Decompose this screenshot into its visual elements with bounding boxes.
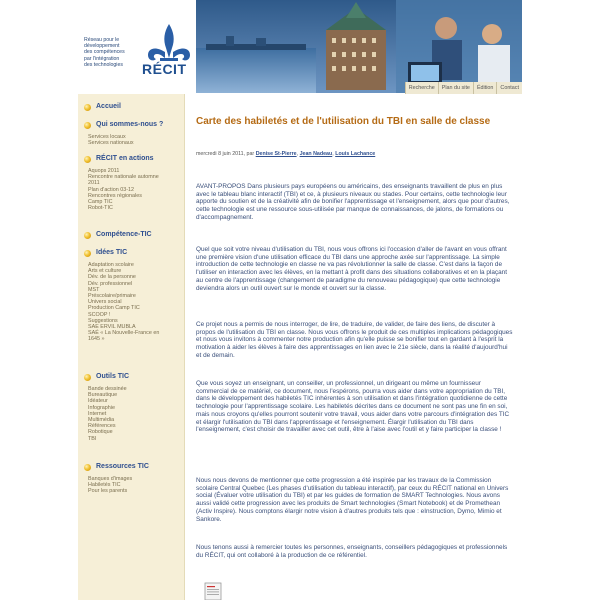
- article-title: Carte des habiletés et de l'utilisation du TBI en salle de classe: [196, 116, 491, 127]
- sidebar-heading[interactable]: [78, 154, 184, 165]
- article-paragraph: Que vous soyez un enseignant, un conseiller, un professionnel, un dirigeant ou même un fournisseur commercial de ce matériel, ce document, nous l'espérons, pourra vous aider dans votre appropriation du TBI, dans le développement des habiletés TIC inhérentes à son utilisation et dans l'intégration quotidienne de cette technologie pour l'apprentissage scolaire. Les habiletés décrites dans ce document ne sont pas une fin en soi, mais nous croyons qu'elles pourront soutenir votre travail, vous aider dans votre parcours d'intégration des TIC et élargir l'utilisation du TBI dans l'apprentissage et l'enseignement. Élargir l'utilisation du TBI dans l'enseignement, c'est choisir de travailler avec cet outil, être à l'aise avec l'outil et y faire participer la classe !: [196, 380, 510, 434]
- sidebar-section-accueil: [78, 102, 184, 113]
- sidebar-item[interactable]: Références: [88, 423, 116, 430]
- sidebar-heading-label[interactable]: Compétence-TIC: [96, 231, 152, 238]
- sidebar-item[interactable]: Infographie: [88, 404, 115, 411]
- sidebar-section-ressources-tic: [78, 462, 184, 495]
- sidebar-items: [88, 262, 182, 343]
- article-paragraph: Ce projet nous a permis de nous interroger, de lire, de traduire, de valider, de faire des liens, de discuter à propos de l'utilisation du TBI en classe. Nous vous offrons le produit de ces multiples implications pédagogiques et nous vous invitons à commenter notre production afin qu'elle puisse se bonifier tout en gardant à l'esprit la motivation à aider les élèves à faire des apprentissages en lien avec le 21e siècle, dans la réalité d'aujourd'hui et de demain.: [196, 321, 513, 359]
- sidebar-items: [88, 476, 182, 495]
- sidebar-item[interactable]: TBI: [88, 435, 97, 442]
- top-nav-link-recherche[interactable]: Recherche: [405, 82, 438, 94]
- sidebar-item[interactable]: Services nationaux: [88, 140, 134, 147]
- sidebar-item[interactable]: Dév. professionnel: [88, 280, 133, 287]
- sidebar-heading-label[interactable]: Outils TIC: [96, 373, 130, 380]
- sidebar-items: [88, 168, 182, 211]
- sidebar-item[interactable]: Plan d'action 03-12: [88, 186, 134, 193]
- sidebar-section-qui-sommes-nous: [78, 120, 184, 147]
- sidebar: [78, 94, 185, 600]
- sidebar-heading-label[interactable]: Idées TIC: [96, 249, 128, 256]
- sidebar-heading-label[interactable]: RÉCIT en actions: [96, 155, 154, 162]
- top-nav-link-contact[interactable]: Contact: [496, 82, 522, 94]
- sidebar-item[interactable]: MST: [88, 286, 100, 293]
- sidebar-item[interactable]: Rencontres régionales: [88, 192, 142, 199]
- article-paragraph: AVANT-PROPOS Dans plusieurs pays européens ou américains, des enseignants travaillent de plus en plus avec le tableau blanc interactif (TBI) et ce, à plusieurs niveaux ou stades. Pour certains, cette technologie leur apporte du soutien et de la créativité afin de bonifier l'apprentissage et l'enseignement, alors que pour d'autres, cette technologie est une ressource sous-utilisée par manque de connaissances, de jalons, de formations ou d'accompagnement.: [196, 183, 510, 221]
- author-link[interactable]: Louis Lachance: [335, 151, 376, 157]
- tagline-line: par l'intégration: [84, 55, 120, 62]
- top-nav-bar: [405, 82, 522, 94]
- tagline-line: Réseau pour le: [84, 37, 120, 43]
- sidebar-items: [88, 134, 182, 146]
- sidebar-heading[interactable]: [78, 102, 184, 113]
- brand-tagline: [84, 37, 142, 68]
- sidebar-item[interactable]: Camp TIC: [88, 199, 113, 206]
- sidebar-item[interactable]: SAE ERVIL MUBLA: [88, 324, 136, 331]
- sidebar-item[interactable]: Production Camp TIC: [88, 305, 140, 312]
- tagline-line: des technologies: [84, 61, 123, 68]
- main-content: [196, 94, 522, 600]
- bullet-icon: [84, 250, 91, 257]
- bullet-icon: [84, 374, 91, 381]
- sidebar-heading[interactable]: [78, 372, 184, 383]
- sidebar-section-outils-tic: [78, 372, 184, 442]
- sidebar-item[interactable]: Banques d'images: [88, 476, 133, 482]
- sidebar-section-recit-en-actions: [78, 154, 184, 212]
- article-paragraph: Nous tenons aussi à remercier toutes les personnes, enseignants, conseillers pédagogiques et professionnels du RÉCIT, qui ont collaboré à la production de ce référentiel.: [196, 544, 508, 559]
- bullet-icon: [84, 122, 91, 129]
- top-nav-link-edition[interactable]: Édition: [473, 82, 496, 94]
- header-banner-image: [196, 0, 522, 93]
- tagline-line: des compétences: [84, 49, 125, 56]
- sidebar-item[interactable]: Univers social: [88, 299, 122, 306]
- logo-panel: [78, 0, 196, 93]
- sidebar-item[interactable]: Aquops 2011: [88, 168, 120, 174]
- site-header: [78, 0, 522, 93]
- sidebar-heading-label[interactable]: Ressources TIC: [96, 463, 149, 470]
- bullet-icon: [84, 232, 91, 239]
- recit-wordmark[interactable]: RÉCIT: [142, 61, 187, 77]
- sidebar-item[interactable]: Habiletés TIC: [88, 482, 121, 489]
- bullet-icon: [84, 104, 91, 111]
- sidebar-item[interactable]: Bande dessinée: [88, 386, 127, 392]
- sidebar-heading[interactable]: [78, 462, 184, 473]
- sidebar-items: [88, 386, 182, 442]
- sidebar-item[interactable]: Suggestions: [88, 317, 118, 324]
- sidebar-item[interactable]: Services locaux: [88, 134, 126, 140]
- article-paragraph: Quel que soit votre niveau d'utilisation du TBI, nous vous offrons ici l'occasion d'aller de l'avant en vous offrant une première vision d'une utilisation efficace du TBI dans une approche axée sur l'apprentissage. La simple introduction de cette technologie en classe ne va pas révolutionner la salle de classe. C'est dans la façon de l'utiliser en interaction avec les élèves, en la mettant à profit dans des situations collaboratives et en la plaçant au centre de l'apprentissage (changement de paradigme du renouveau pédagogique) que cette technologie deviendra alors un outil ouvert sur le monde et ouvert sur la classe.: [196, 246, 507, 292]
- sidebar-item[interactable]: Internet: [88, 410, 107, 417]
- sidebar-item[interactable]: Multimédia: [88, 417, 115, 424]
- byline: mercredi 8 juin 2011, par Denise St-Pierre, Jean Nadeau, Louis Lachance: [196, 151, 376, 157]
- byline-date: mercredi 8 juin 2011, par: [196, 151, 255, 157]
- sidebar-item[interactable]: 2011: [88, 180, 100, 187]
- sidebar-item[interactable]: Arts et culture: [88, 268, 122, 275]
- sidebar-item[interactable]: Bureautique: [88, 392, 118, 399]
- sidebar-item[interactable]: Robotique: [88, 429, 113, 436]
- sidebar-item[interactable]: Adaptation scolaire: [88, 262, 134, 268]
- sidebar-item[interactable]: Pour les parents: [88, 488, 128, 495]
- author-link[interactable]: Jean Nadeau: [299, 151, 333, 157]
- sidebar-item[interactable]: SAÉ « La Nouvelle-France en: [88, 330, 160, 337]
- sidebar-heading[interactable]: [78, 248, 184, 259]
- sidebar-item[interactable]: Dév. de la personne: [88, 274, 136, 281]
- sidebar-item[interactable]: SCOOP !: [88, 311, 111, 318]
- sidebar-item[interactable]: Idéateur: [88, 398, 108, 405]
- top-nav: [78, 82, 522, 94]
- sidebar-item[interactable]: Robot-TIC: [88, 205, 113, 212]
- page: [78, 0, 522, 600]
- bullet-icon: [84, 464, 91, 471]
- sidebar-heading[interactable]: [78, 120, 184, 131]
- article-paragraph: Nous nous devons de mentionner que cette progression a été inspirée par les travaux de la Commission scolaire Central Quebec (Les phases d'utilisation du tableau interactif), par ceux du RÉCIT national en Univers social (Évaluer votre utilisation du TBI) et par les guides de formation de SMART Technologies. Nous avons aussi validé cette progression avec les produits de Smart technologies (Smart Notebook) et de Promethean (Activ Inspire). Nous comptons élargir notre vision à d'autres produits tels que : eInstruction, Dymo, Mimio et Sankore.: [196, 477, 509, 523]
- sidebar-section-competence-tic: [78, 230, 184, 241]
- bullet-icon: [84, 156, 91, 163]
- sidebar-heading-label[interactable]: Accueil: [96, 103, 121, 110]
- top-nav-link-plan-du-site[interactable]: Plan du site: [438, 82, 473, 94]
- document-icon[interactable]: [202, 582, 224, 600]
- sidebar-item[interactable]: Préscolaire/primaire: [88, 293, 136, 300]
- tagline-line: développement: [84, 43, 120, 50]
- sidebar-item[interactable]: Rencontre nationale automne: [88, 174, 159, 181]
- sidebar-heading-label[interactable]: Qui sommes-nous ?: [96, 121, 164, 128]
- sidebar-section-idees-tic: [78, 248, 184, 343]
- author-link[interactable]: Denise St-Pierre: [255, 151, 297, 157]
- sidebar-item[interactable]: 1645 »: [88, 336, 105, 343]
- sidebar-heading[interactable]: [78, 230, 184, 241]
